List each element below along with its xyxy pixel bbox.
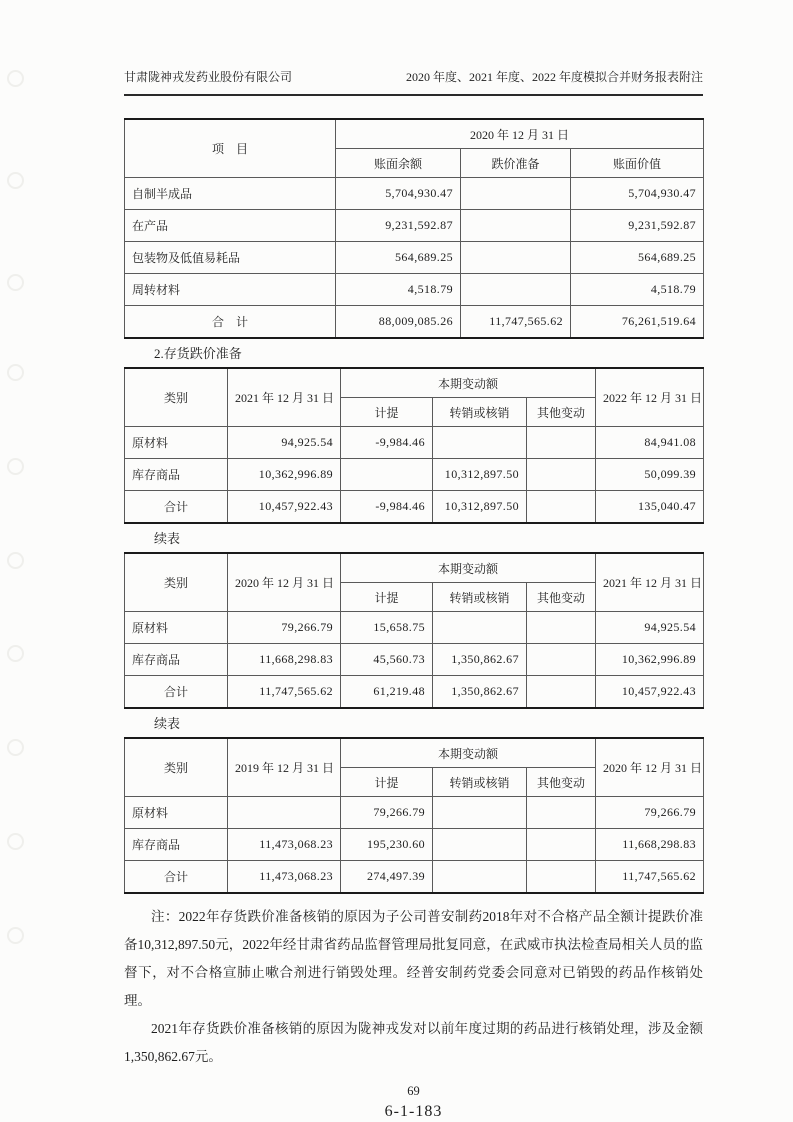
cell-closing: 10,362,996.89 [596,644,704,676]
cell-accrual: 195,230.60 [341,829,433,861]
cell-accrual: -9,984.46 [341,491,433,524]
table-total-row [125,306,704,339]
table-header-row [125,553,704,583]
table-header-row [125,119,704,149]
continuation-label: 续表 [154,531,181,546]
col-header-writeoff: 转销或核销 [433,583,527,612]
col-header-other: 其他变动 [527,398,596,427]
col-header-opening: 2021 年 12 月 31 日 [228,368,341,427]
cell-accrual [341,459,433,491]
col-header-opening: 2020 年 12 月 31 日 [228,553,341,612]
cell-provision [461,242,571,274]
binder-hole-artifact [7,172,24,189]
col-header-accrual: 计提 [341,583,433,612]
cell-balance: 5,704,930.47 [336,178,461,210]
cell-other [527,861,596,894]
cell-closing: 11,668,298.83 [596,829,704,861]
cell-writeoff: 10,312,897.50 [433,491,527,524]
cell-opening: 10,457,922.43 [228,491,341,524]
cell-accrual: 15,658.75 [341,612,433,644]
cell-opening: 79,266.79 [228,612,341,644]
cell-opening [228,797,341,829]
col-header-date: 2020 年 12 月 31 日 [336,119,704,149]
cell-provision [461,210,571,242]
table-header-row [125,738,704,768]
cell-closing: 94,925.54 [596,612,704,644]
cell-other [527,829,596,861]
cell-value: 4,518.79 [571,274,704,306]
cell-other [527,459,596,491]
page-header [124,70,703,96]
binder-hole-artifact [7,833,24,850]
cell-provision [461,178,571,210]
col-header-book-balance: 账面余额 [336,149,461,178]
cell-closing: 11,747,565.62 [596,861,704,894]
cell-other [527,491,596,524]
cell-balance: 564,689.25 [336,242,461,274]
cell-closing: 84,941.08 [596,427,704,459]
cell-other [527,676,596,709]
col-header-accrual: 计提 [341,398,433,427]
table-row [125,644,704,676]
cell-accrual: 45,560.73 [341,644,433,676]
col-header-closing: 2021 年 12 月 31 日 [596,553,704,612]
cell-closing: 135,040.47 [596,491,704,524]
cell-writeoff [433,797,527,829]
cell-balance: 4,518.79 [336,274,461,306]
col-header-change: 本期变动额 [341,738,596,768]
page-content [124,0,703,1121]
cell-value: 9,231,592.87 [571,210,704,242]
cell-other [527,427,596,459]
cell-opening: 10,362,996.89 [228,459,341,491]
cell-accrual: 274,497.39 [341,861,433,894]
cell-closing: 50,099.39 [596,459,704,491]
cell-accrual: -9,984.46 [341,427,433,459]
cell-opening: 11,473,068.23 [228,861,341,894]
col-header-writeoff: 转销或核销 [433,768,527,797]
table-row [125,427,704,459]
page-number: 69 [407,1084,420,1098]
col-header-closing: 2020 年 12 月 31 日 [596,738,704,797]
cell-category: 库存商品 [125,644,228,676]
cell-other [527,612,596,644]
table-row [125,178,704,210]
col-header-provision: 跌价准备 [461,149,571,178]
col-header-writeoff: 转销或核销 [433,398,527,427]
col-header-accrual: 计提 [341,768,433,797]
cell-accrual: 79,266.79 [341,797,433,829]
cell-accrual: 61,219.48 [341,676,433,709]
cell-opening: 11,473,068.23 [228,829,341,861]
cell-provision [461,274,571,306]
cell-item: 自制半成品 [125,178,336,210]
binder-hole-artifact [7,739,24,756]
provision-table-2022 [124,367,704,524]
table-row [125,797,704,829]
binder-hole-artifact [7,458,24,475]
cell-item: 周转材料 [125,274,336,306]
cell-value: 564,689.25 [571,242,704,274]
col-header-change: 本期变动额 [341,368,596,398]
cell-closing: 79,266.79 [596,797,704,829]
cell-category: 库存商品 [125,459,228,491]
table-row [125,242,704,274]
cell-balance: 9,231,592.87 [336,210,461,242]
col-header-opening: 2019 年 12 月 31 日 [228,738,341,797]
cell-item: 包装物及低值易耗品 [125,242,336,274]
col-header-closing: 2022 年 12 月 31 日 [596,368,704,427]
table-row [125,274,704,306]
binder-hole-artifact [7,927,24,944]
col-header-change: 本期变动额 [341,553,596,583]
note-paragraph-2: 2021年存货跌价准备核销的原因为陇神戎发对以前年度过期的药品进行核销处理，涉及金额1,350,862.67元。 [124,1021,703,1064]
cell-opening: 11,668,298.83 [228,644,341,676]
table-total-row [125,676,704,709]
col-header-category: 类别 [125,368,228,427]
cell-category: 合计 [125,491,228,524]
cell-writeoff: 1,350,862.67 [433,676,527,709]
cell-category: 原材料 [125,427,228,459]
cell-category: 原材料 [125,612,228,644]
col-header-other: 其他变动 [527,768,596,797]
cell-value: 5,704,930.47 [571,178,704,210]
cell-category: 合计 [125,861,228,894]
cell-opening: 11,747,565.62 [228,676,341,709]
binder-hole-artifact [7,70,24,87]
table-total-row [125,861,704,894]
cell-opening: 94,925.54 [228,427,341,459]
table-header-row [125,368,704,398]
table-row [125,829,704,861]
inventory-balance-table [124,118,704,339]
continuation-label: 续表 [154,716,181,731]
cell-writeoff [433,829,527,861]
note-paragraph-1: 注：2022年存货跌价准备核销的原因为子公司普安制药2018年对不合格产品全额计提跌价准备10,312,897.50元，2022年经甘肃省药品监督管理局批复同意，在武威市执法检查局相关人员的监督下，对不合格宣肺止嗽合剂进行销毁处理。经普安制药党委会同意对已销毁的药品作核销处理。 [124,909,703,1008]
col-header-category: 类别 [125,553,228,612]
section-title: 2.存货跌价准备 [154,346,242,361]
cell-category: 合计 [125,676,228,709]
cell-item: 合 计 [125,306,336,339]
cell-writeoff: 1,350,862.67 [433,644,527,676]
binder-hole-artifact [7,552,24,569]
cell-item: 在产品 [125,210,336,242]
cell-category: 库存商品 [125,829,228,861]
cell-category: 原材料 [125,797,228,829]
provision-table-2021 [124,552,704,709]
cell-writeoff: 10,312,897.50 [433,459,527,491]
cell-other [527,797,596,829]
col-header-book-value: 账面价值 [571,149,704,178]
col-header-other: 其他变动 [527,583,596,612]
cell-other [527,644,596,676]
cell-value: 76,261,519.64 [571,306,704,339]
table-row [125,210,704,242]
cell-writeoff [433,612,527,644]
cell-provision: 11,747,565.62 [461,306,571,339]
binder-hole-artifact [7,364,24,381]
document-number: 6-1-183 [384,1103,443,1120]
col-header-category: 类别 [125,738,228,797]
cell-closing: 10,457,922.43 [596,676,704,709]
cell-balance: 88,009,085.26 [336,306,461,339]
binder-hole-artifact [7,645,24,662]
cell-writeoff [433,427,527,459]
table-row [125,459,704,491]
table-row [125,612,704,644]
report-title: 2020 年度、2021 年度、2022 年度模拟合并财务报表附注 [405,70,703,84]
table-total-row [125,491,704,524]
provision-table-2020 [124,737,704,894]
company-name: 甘肃陇神戎发药业股份有限公司 [124,70,293,84]
col-header-item: 项 目 [125,119,336,178]
cell-writeoff [433,861,527,894]
binder-hole-artifact [7,274,24,291]
